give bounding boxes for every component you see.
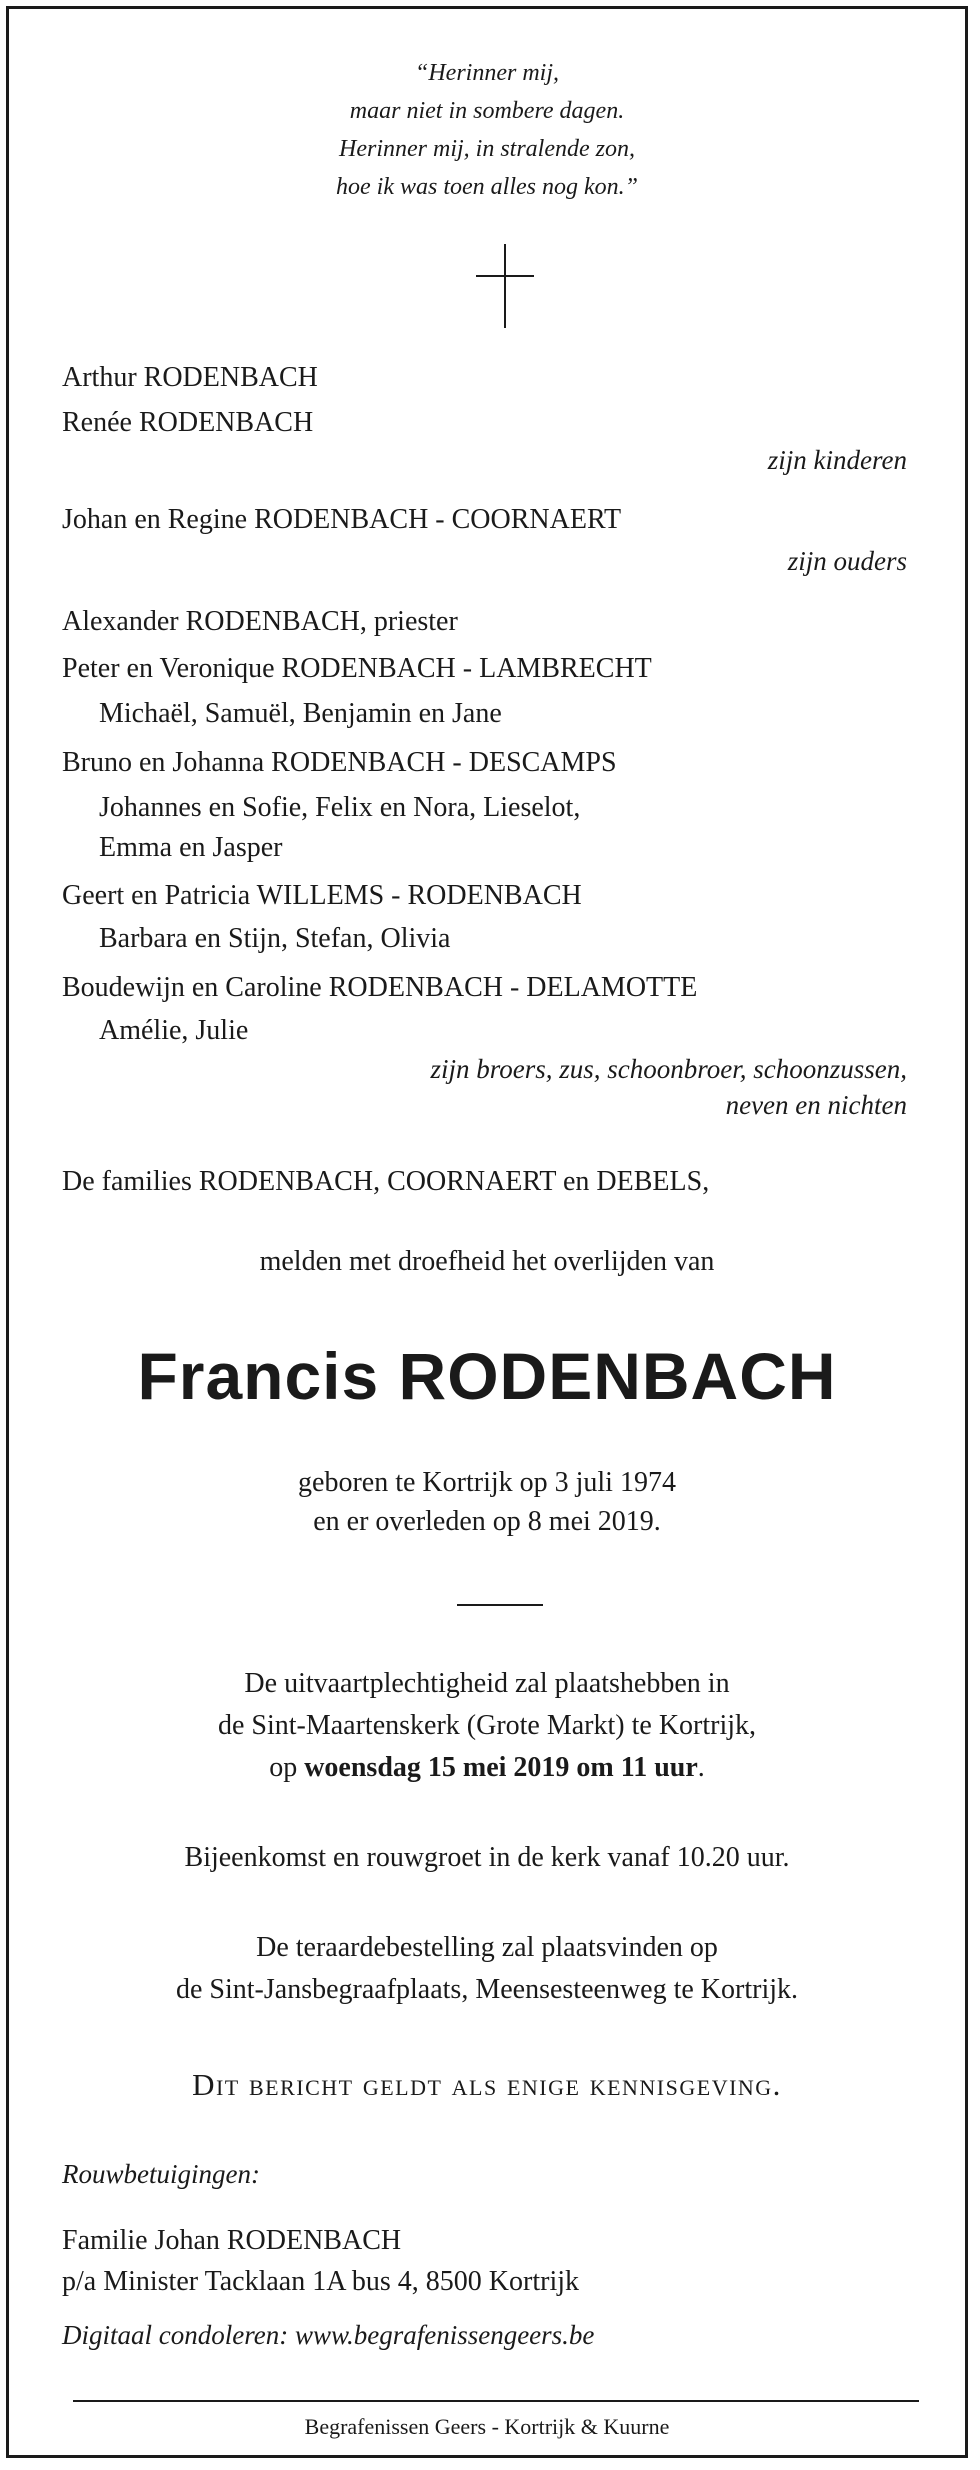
footer-rule bbox=[73, 2400, 919, 2402]
online-condolences-link[interactable]: Digitaal condoleren: www.begrafenissengeers.be bbox=[62, 2320, 595, 2350]
funeral-line: de Sint-Maartenskerk (Grote Markt) te Kortrijk, bbox=[217, 1710, 757, 1741]
child-name: Renée RODENBACH bbox=[62, 407, 314, 438]
children-label: zijn kinderen bbox=[767, 445, 907, 475]
sibling-name: Peter en Veronique RODENBACH - LAMBRECHT bbox=[62, 653, 652, 684]
burial-line: De teraardebestelling zal plaatsvinden op bbox=[256, 1932, 718, 1963]
families-line: De families RODENBACH, COORNAERT en DEBELS, bbox=[62, 1166, 710, 1197]
condolences-address: p/a Minister Tacklaan 1A bus 4, 8500 Kortrijk bbox=[62, 2266, 580, 2297]
condolences-label: Rouwbetuigingen: bbox=[62, 2159, 260, 2189]
sibling-name: Bruno en Johanna RODENBACH - DESCAMPS bbox=[62, 747, 617, 778]
funeral-line: De uitvaartplechtigheid zal plaatshebben in bbox=[244, 1668, 730, 1699]
sibling-children: Michaël, Samuël, Benjamin en Jane bbox=[99, 698, 502, 729]
parents-label: zijn ouders bbox=[787, 546, 907, 576]
sibling-children: Johannes en Sofie, Felix en Nora, Lieselot, bbox=[99, 792, 581, 823]
motto-line: “Herinner mij, bbox=[415, 60, 559, 86]
motto-line: Herinner mij, in stralende zon, bbox=[339, 136, 635, 162]
notice-line: Dit bericht geldt als enige kennisgeving. bbox=[192, 2067, 782, 2102]
sibling-name: Boudewijn en Caroline RODENBACH - DELAMOTTE bbox=[62, 972, 698, 1003]
parents-name: Johan en Regine RODENBACH - COORNAERT bbox=[62, 504, 622, 535]
sibling-children: Barbara en Stijn, Stefan, Olivia bbox=[99, 923, 451, 954]
funeral-date-suffix: . bbox=[697, 1752, 705, 1783]
announcement-intro: melden met droefheid het overlijden van bbox=[259, 1246, 715, 1277]
birth-line: geboren te Kortrijk op 3 juli 1974 bbox=[298, 1467, 676, 1498]
cross-icon bbox=[476, 244, 534, 328]
funeral-date-line bbox=[9, 1749, 965, 1787]
funeral-date: woensdag 15 mei 2019 om 11 uur bbox=[304, 1752, 698, 1783]
motto bbox=[9, 54, 965, 206]
siblings-label: zijn broers, zus, schoonbroer, schoonzussen, bbox=[430, 1054, 907, 1084]
motto-line: hoe ik was toen alles nog kon.” bbox=[336, 174, 638, 200]
child-name: Arthur RODENBACH bbox=[62, 362, 318, 393]
siblings-label: neven en nichten bbox=[725, 1090, 907, 1120]
funeral-date-prefix: op bbox=[269, 1752, 305, 1783]
burial-line: de Sint-Jansbegraafplaats, Meensesteenweg te Kortrijk. bbox=[175, 1974, 798, 2005]
death-line: en er overleden op 8 mei 2019. bbox=[313, 1506, 661, 1537]
separator bbox=[457, 1604, 543, 1606]
sibling-children: Amélie, Julie bbox=[99, 1015, 249, 1046]
sibling-children: Emma en Jasper bbox=[99, 832, 283, 863]
undertaker: Begrafenissen Geers - Kortrijk & Kuurne bbox=[304, 2414, 670, 2439]
condolences-name: Familie Johan RODENBACH bbox=[62, 2225, 402, 2256]
gathering-line: Bijeenkomst en rouwgroet in de kerk vanaf 10.20 uur. bbox=[184, 1842, 790, 1873]
sibling-name: Geert en Patricia WILLEMS - RODENBACH bbox=[62, 880, 582, 911]
card-frame bbox=[6, 6, 968, 2458]
sibling-name: Alexander RODENBACH, priester bbox=[62, 606, 458, 637]
deceased-name: Francis RODENBACH bbox=[137, 1339, 837, 1413]
motto-line: maar niet in sombere dagen. bbox=[349, 98, 625, 124]
